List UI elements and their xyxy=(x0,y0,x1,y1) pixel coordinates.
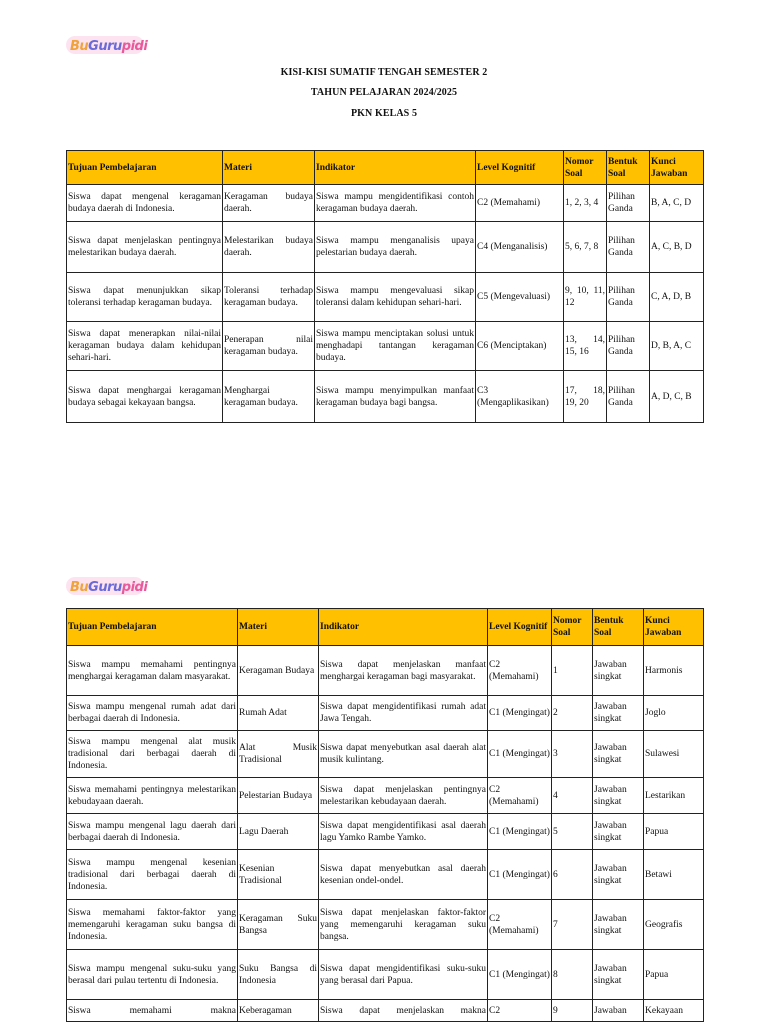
cell-kunci: Harmonis xyxy=(644,646,704,696)
cell-indikator: Siswa dapat mengidentifikasi rumah adat Jawa Tengah. xyxy=(319,696,488,731)
cell-level: C1 (Mengingat) xyxy=(488,850,552,900)
cell-materi: Lagu Daerah xyxy=(238,814,319,850)
table-row xyxy=(67,185,704,222)
cell-bentuk: Pilihan Ganda xyxy=(607,273,650,322)
table-row xyxy=(67,696,704,731)
logo-part-1: Bu xyxy=(70,579,89,595)
cell-level: C2 xyxy=(488,1000,552,1022)
cell-tujuan: Siswa mampu mengenal kesenian tradisional dari berbagai daerah di Indonesia. xyxy=(67,850,238,900)
cell-indikator: Siswa dapat menyebutkan asal daerah alat musik kulintang. xyxy=(319,731,488,778)
header-level: Level Kognitif xyxy=(476,151,564,185)
kisi-kisi-table-jawaban-singkat xyxy=(66,608,704,1022)
cell-materi: Rumah Adat xyxy=(238,696,319,731)
cell-bentuk: Jawaban singkat xyxy=(593,950,644,1000)
cell-bentuk: Jawaban singkat xyxy=(593,646,644,696)
cell-tujuan: Siswa mampu mengenal rumah adat dari berbagai daerah di Indonesia. xyxy=(67,696,238,731)
cell-kunci: B, A, C, D xyxy=(650,185,704,222)
cell-nomor: 5, 6, 7, 8 xyxy=(564,222,607,273)
cell-nomor: 9, 10, 11, 12 xyxy=(564,273,607,322)
cell-materi: Menghargai keragaman budaya. xyxy=(223,371,315,423)
header-kunci: Kunci Jawaban xyxy=(650,151,704,185)
cell-kunci: Geografis xyxy=(644,900,704,950)
cell-tujuan: Siswa memahami makna xyxy=(67,1000,238,1022)
cell-kunci: D, B, A, C xyxy=(650,322,704,371)
cell-kunci: Lestarikan xyxy=(644,778,704,814)
logo-part-3: pidi xyxy=(121,38,148,54)
cell-level: C6 (Menciptakan) xyxy=(476,322,564,371)
cell-bentuk: Jawaban singkat xyxy=(593,778,644,814)
cell-nomor: 4 xyxy=(552,778,593,814)
cell-nomor: 17, 18, 19, 20 xyxy=(564,371,607,423)
cell-level: C1 (Mengingat) xyxy=(488,696,552,731)
cell-materi: Melestarikan budaya daerah. xyxy=(223,222,315,273)
title-line-3: PKN KELAS 5 xyxy=(350,108,418,119)
cell-tujuan: Siswa dapat menunjukkan sikap toleransi terhadap keragaman budaya. xyxy=(67,273,223,322)
cell-kunci: Papua xyxy=(644,814,704,850)
cell-materi: Keragaman Suku Bangsa xyxy=(238,900,319,950)
cell-level: C2 (Memahami) xyxy=(476,185,564,222)
cell-kunci: Joglo xyxy=(644,696,704,731)
cell-kunci: Sulawesi xyxy=(644,731,704,778)
cell-kunci: A, D, C, B xyxy=(650,371,704,423)
header-materi: Materi xyxy=(238,609,319,646)
cell-tujuan: Siswa dapat menerapkan nilai-nilai keragaman budaya dalam kehidupan sehari-hari. xyxy=(67,322,223,371)
logo-text xyxy=(70,580,147,595)
cell-bentuk: Pilihan Ganda xyxy=(607,222,650,273)
logo xyxy=(70,575,147,599)
cell-bentuk: Jawaban singkat xyxy=(593,814,644,850)
cell-indikator: Siswa dapat menjelaskan manfaat menghargai keragaman bagi masyarakat. xyxy=(319,646,488,696)
cell-indikator: Siswa dapat menjelaskan faktor-faktor yang memengaruhi keragaman suku bangsa. xyxy=(319,900,488,950)
table-header-row xyxy=(67,151,704,185)
cell-nomor: 1 xyxy=(552,646,593,696)
cell-level: C2 (Memahami) xyxy=(488,900,552,950)
table-row xyxy=(67,371,704,423)
logo-part-1: Bu xyxy=(70,38,89,54)
cell-indikator: Siswa mampu menganalisis upaya pelestarian budaya daerah. xyxy=(315,222,476,273)
cell-indikator: Siswa mampu menyimpulkan manfaat keragaman budaya bagi bangsa. xyxy=(315,371,476,423)
cell-indikator: Siswa dapat mengidentifikasi asal daerah lagu Yamko Rambe Yamko. xyxy=(319,814,488,850)
table-row xyxy=(67,322,704,371)
table-row xyxy=(67,850,704,900)
cell-indikator: Siswa mampu mengidentifikasi contoh keragaman budaya daerah. xyxy=(315,185,476,222)
cell-indikator: Siswa dapat menyebutkan asal daerah kesenian ondel-ondel. xyxy=(319,850,488,900)
cell-level: C3 (Mengaplikasikan) xyxy=(476,371,564,423)
header-tujuan: Tujuan Pembelajaran xyxy=(67,609,238,646)
cell-materi: Suku Bangsa di Indonesia xyxy=(238,950,319,1000)
cell-materi: Pelestarian Budaya xyxy=(238,778,319,814)
cell-kunci: C, A, D, B xyxy=(650,273,704,322)
cell-tujuan: Siswa mampu mengenal alat musik tradisional dari berbagai daerah di Indonesia. xyxy=(67,731,238,778)
cell-materi: Kesenian Tradisional xyxy=(238,850,319,900)
table-header-row xyxy=(67,609,704,646)
table-row xyxy=(67,950,704,1000)
cell-bentuk: Jawaban singkat xyxy=(593,900,644,950)
table-row xyxy=(67,1000,704,1022)
cell-kunci: Papua xyxy=(644,950,704,1000)
table-row xyxy=(67,814,704,850)
cell-indikator: Siswa dapat menjelaskan makna xyxy=(319,1000,488,1022)
cell-level: C1 (Mengingat) xyxy=(488,731,552,778)
cell-kunci: Kekayaan xyxy=(644,1000,704,1022)
cell-materi: Penerapan nilai keragaman budaya. xyxy=(223,322,315,371)
header-bentuk: Bentuk Soal xyxy=(607,151,650,185)
title-line-1: KISI-KISI SUMATIF TENGAH SEMESTER 2 xyxy=(280,67,488,78)
cell-nomor: 13, 14, 15, 16 xyxy=(564,322,607,371)
table-row xyxy=(67,273,704,322)
cell-materi: Alat Musik Tradisional xyxy=(238,731,319,778)
cell-kunci: Betawi xyxy=(644,850,704,900)
table-row xyxy=(67,778,704,814)
cell-nomor: 1, 2, 3, 4 xyxy=(564,185,607,222)
header-materi: Materi xyxy=(223,151,315,185)
cell-bentuk: Jawaban xyxy=(593,1000,644,1022)
header-indikator: Indikator xyxy=(315,151,476,185)
cell-bentuk: Pilihan Ganda xyxy=(607,371,650,423)
cell-tujuan: Siswa mampu mengenal suku-suku yang berasal dari pulau tertentu di Indonesia. xyxy=(67,950,238,1000)
cell-nomor: 2 xyxy=(552,696,593,731)
logo-part-2: Guru xyxy=(88,579,122,595)
cell-tujuan: Siswa memahami faktor-faktor yang memengaruhi keragaman suku bangsa di Indonesia. xyxy=(67,900,238,950)
header-nomor: Nomor Soal xyxy=(564,151,607,185)
cell-materi: Keberagaman xyxy=(238,1000,319,1022)
cell-level: C4 (Menganalisis) xyxy=(476,222,564,273)
table-row xyxy=(67,646,704,696)
header-nomor: Nomor Soal xyxy=(552,609,593,646)
cell-materi: Keragaman Budaya xyxy=(238,646,319,696)
header-indikator: Indikator xyxy=(319,609,488,646)
cell-bentuk: Jawaban singkat xyxy=(593,850,644,900)
table-row xyxy=(67,222,704,273)
table-row xyxy=(67,731,704,778)
cell-bentuk: Jawaban singkat xyxy=(593,696,644,731)
cell-tujuan: Siswa dapat menghargai keragaman budaya sebagai kekayaan bangsa. xyxy=(67,371,223,423)
cell-kunci: A, C, B, D xyxy=(650,222,704,273)
cell-level: C5 (Mengevaluasi) xyxy=(476,273,564,322)
cell-nomor: 6 xyxy=(552,850,593,900)
cell-tujuan: Siswa mampu memahami pentingnya menghargai keragaman dalam masyarakat. xyxy=(67,646,238,696)
cell-indikator: Siswa mampu menciptakan solusi untuk menghadapi tantangan keragaman budaya. xyxy=(315,322,476,371)
table-row xyxy=(67,900,704,950)
cell-nomor: 9 xyxy=(552,1000,593,1022)
cell-level: C1 (Mengingat) xyxy=(488,814,552,850)
cell-materi: Toleransi terhadap keragaman budaya. xyxy=(223,273,315,322)
cell-indikator: Siswa mampu mengevaluasi sikap toleransi dalam kehidupan sehari-hari. xyxy=(315,273,476,322)
cell-indikator: Siswa dapat menjelaskan pentingnya melestarikan kebudayaan daerah. xyxy=(319,778,488,814)
header-level: Level Kognitif xyxy=(488,609,552,646)
header-tujuan: Tujuan Pembelajaran xyxy=(67,151,223,185)
cell-nomor: 3 xyxy=(552,731,593,778)
cell-materi: Keragaman budaya daerah. xyxy=(223,185,315,222)
cell-indikator: Siswa dapat mengidentifikasi suku-suku yang berasal dari Papua. xyxy=(319,950,488,1000)
cell-nomor: 7 xyxy=(552,900,593,950)
header-bentuk: Bentuk Soal xyxy=(593,609,644,646)
cell-bentuk: Pilihan Ganda xyxy=(607,185,650,222)
cell-bentuk: Jawaban singkat xyxy=(593,731,644,778)
cell-bentuk: Pilihan Ganda xyxy=(607,322,650,371)
cell-level: C2 (Memahami) xyxy=(488,646,552,696)
cell-tujuan: Siswa mampu mengenal lagu daerah dari berbagai daerah di Indonesia. xyxy=(67,814,238,850)
logo-text xyxy=(70,39,147,54)
cell-tujuan: Siswa memahami pentingnya melestarikan kebudayaan daerah. xyxy=(67,778,238,814)
cell-tujuan: Siswa dapat mengenal keragaman budaya daerah di Indonesia. xyxy=(67,185,223,222)
logo xyxy=(70,34,147,58)
cell-tujuan: Siswa dapat menjelaskan pentingnya melestarikan budaya daerah. xyxy=(67,222,223,273)
cell-level: C2 (Memahami) xyxy=(488,778,552,814)
cell-nomor: 5 xyxy=(552,814,593,850)
title-line-2: TAHUN PELAJARAN 2024/2025 xyxy=(310,87,458,98)
kisi-kisi-table-pilihan-ganda xyxy=(66,150,704,423)
cell-level: C1 (Mengingat) xyxy=(488,950,552,1000)
logo-part-2: Guru xyxy=(88,38,122,54)
cell-nomor: 8 xyxy=(552,950,593,1000)
header-kunci: Kunci Jawaban xyxy=(644,609,704,646)
logo-part-3: pidi xyxy=(121,579,148,595)
